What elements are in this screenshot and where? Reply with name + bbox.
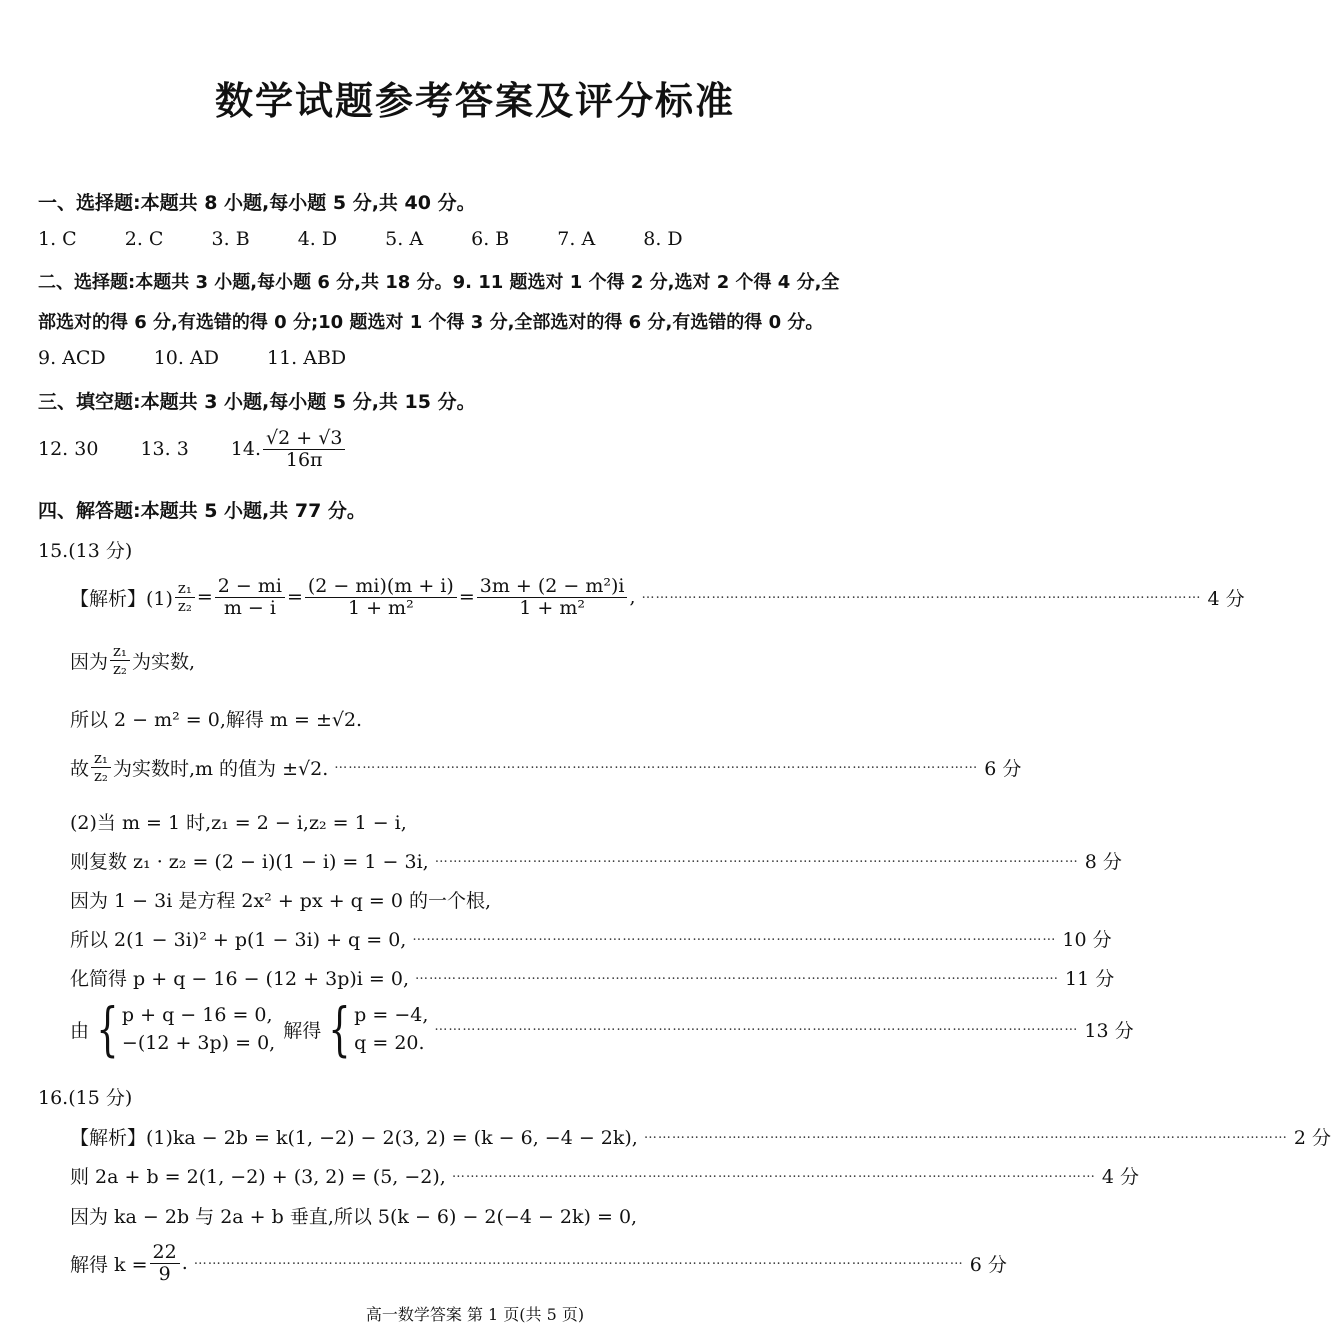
dot-leader: …………………………………………………………………………………………………………………………: [434, 1019, 1079, 1034]
q15-ratio-fraction: [91, 750, 111, 784]
text: 则 2a + b = 2(1, −2) + (3, 2) = (5, −2),: [70, 1166, 446, 1188]
equation-2: −(12 + 3p) = 0,: [121, 1032, 276, 1054]
answer-7: 7. A: [557, 228, 596, 250]
section-1-header: 一、选择题:本题共 8 小题,每小题 5 分,共 40 分。: [38, 192, 476, 214]
answer-14-numerator: √2 + √3: [263, 428, 345, 450]
score: 6 分: [969, 1253, 1007, 1276]
text: 则复数 z₁ · z₂ = (2 − i)(1 − i) = 1 − 3i,: [70, 851, 429, 873]
answer-14-fraction: [263, 428, 345, 471]
dot-leader: …………………………………………………………………………………………………………………………: [434, 850, 1079, 866]
section-4-header: 四、解答题:本题共 5 小题,共 77 分。: [38, 500, 366, 522]
text: 解得 k =: [70, 1253, 148, 1276]
answer-3: 3. B: [211, 228, 250, 250]
z2: z₂: [177, 596, 192, 615]
q15-line3: 所以 2 − m² = 0,解得 m = ±√2.: [70, 709, 363, 731]
text: 所以 2(1 − 3i)² + p(1 − 3i) + q = 0,: [70, 929, 407, 951]
fraction-numerator: 2 − mi: [215, 576, 285, 598]
k-value-fraction: [150, 1242, 180, 1285]
dot-leader: …………………………………………………………………………………………………………………………………………………: [193, 1253, 964, 1269]
dot-leader: …………………………………………………………………………………………………………………………: [451, 1165, 1096, 1181]
dot-leader: …………………………………………………………………………………………………………: [641, 587, 1202, 603]
q15-fraction-2: [215, 576, 285, 619]
q15-title: 15.(13 分): [38, 540, 133, 562]
answer-5: 5. A: [385, 228, 424, 250]
z2: z₂: [94, 766, 108, 785]
fraction-denominator: m − i: [223, 596, 276, 619]
solution-1: p = −4,: [354, 1004, 429, 1026]
q15-line9: [70, 964, 1115, 991]
score: 6 分: [984, 757, 1022, 780]
text: 为实数,: [131, 650, 195, 673]
answer-1: 1. C: [38, 228, 77, 250]
dot-leader: …………………………………………………………………………………………………………………………: [412, 928, 1057, 944]
q16-line3: 因为 ka − 2b 与 2a + b 垂直,所以 5(k − 6) − 2(−4 − 2k) = 0,: [70, 1206, 638, 1228]
page-title: 数学试题参考答案及评分标准: [214, 79, 735, 123]
score: 8 分: [1084, 851, 1122, 873]
section-3-answers: [38, 428, 913, 471]
q15-ratio-fraction: [110, 643, 130, 677]
q15-line4: [70, 749, 1022, 785]
q15-line2: [70, 643, 913, 677]
section-2-answers: [38, 347, 913, 369]
score: 13 分: [1084, 1019, 1134, 1042]
q15-line8: [70, 925, 1112, 952]
z2: z₂: [113, 659, 127, 678]
left-brace: {: [96, 995, 119, 1063]
section-3-header: 三、填空题:本题共 3 小题,每小题 5 分,共 15 分。: [38, 391, 476, 413]
fraction-numerator: 3m + (2 − m²)i: [477, 576, 628, 598]
section-1-answers: [38, 228, 913, 250]
answer-9: 9. ACD: [38, 347, 106, 369]
q15-line10: [70, 995, 1134, 1063]
q15-ratio-fraction: [175, 580, 195, 614]
q15-line7: 因为 1 − 3i 是方程 2x² + px + q = 0 的一个根,: [70, 890, 491, 912]
text: 因为: [70, 650, 109, 673]
fraction-numerator: 22: [150, 1242, 180, 1264]
q15-line1: 【解析】(1) $\frac{\text{z₁}}{\text{z₂}}$ = $\frac{2 - mi}{m - i}$ = $\frac{(2 - mi)(m + i)}{\text{1 + m²}}$ = $\frac{\text{3m + (2 − m²)i}}{\text{1 + m²}}$ , ………………………………………………………………………………………………………… 4 分: [70, 575, 1245, 619]
fraction-numerator: (2 − mi)(m + i): [305, 576, 457, 598]
q15-fraction-4: [477, 576, 628, 619]
page-footer: 高一数学答案 第 1 页(共 5 页): [365, 1305, 585, 1324]
answer-11: 11. ABD: [266, 347, 347, 369]
score: 4 分: [1207, 587, 1245, 610]
dot-leader: …………………………………………………………………………………………………………………………: [334, 757, 979, 772]
answer-13: 13. 3: [140, 438, 189, 461]
q15-l1-prefix: 【解析】(1): [70, 587, 173, 610]
score: 2 分: [1293, 1127, 1331, 1149]
fraction-denominator: 1 + m²: [347, 596, 414, 619]
text: 【解析】(1)ka − 2b = k(1, −2) − 2(3, 2) = (k − 6, −4 − 2k),: [70, 1127, 638, 1149]
answer-8: 8. D: [643, 228, 683, 250]
section-2-header-line1: 二、选择题:本题共 3 小题,每小题 6 分,共 18 分。9. 11 题选对 1 个得 2 分,选对 2 个得 4 分,全: [38, 272, 840, 293]
answer-6: 6. B: [471, 228, 510, 250]
q15-line5: (2)当 m = 1 时,z₁ = 2 − i,z₂ = 1 − i,: [70, 812, 407, 834]
text: 化简得 p + q − 16 − (12 + 3p)i = 0,: [70, 968, 409, 990]
answer-10: 10. AD: [153, 347, 219, 369]
q16-line4: [70, 1241, 1007, 1285]
q16-line1: [70, 1123, 1331, 1150]
score: 10 分: [1062, 929, 1112, 951]
answer-4: 4. D: [297, 228, 338, 250]
dot-leader: …………………………………………………………………………………………………………………………: [643, 1126, 1288, 1142]
z1: z₁: [110, 643, 130, 661]
score: 11 分: [1065, 968, 1115, 990]
z1: z₁: [175, 580, 195, 598]
equation-1: p + q − 16 = 0,: [121, 1004, 273, 1026]
text: 故: [70, 757, 90, 780]
text: .: [181, 1252, 188, 1275]
solution-system: [321, 995, 429, 1063]
system-of-equations: [89, 995, 276, 1063]
z1: z₁: [91, 750, 111, 768]
score: 4 分: [1101, 1166, 1139, 1188]
text: 为实数时,m 的值为 ±√2.: [112, 757, 329, 780]
fraction-denominator: 1 + m²: [519, 596, 585, 619]
left-brace: {: [328, 995, 351, 1063]
q15-line6: [70, 847, 1122, 874]
answer-12: 12. 30: [38, 438, 99, 461]
text: 由: [70, 1019, 90, 1042]
answer-14-label: 14.: [230, 438, 262, 461]
dot-leader: …………………………………………………………………………………………………………………………: [415, 967, 1059, 983]
text: 解得: [283, 1019, 322, 1042]
fraction-denominator: 9: [158, 1262, 171, 1285]
answer-14-denominator: 16π: [285, 448, 323, 471]
q16-line2: [70, 1162, 1139, 1189]
section-2-header-line2: 部选对的得 6 分,有选错的得 0 分;10 题选对 1 个得 3 分,全部选对的得 6 分,有选错的得 0 分。: [38, 312, 824, 333]
solution-2: q = 20.: [354, 1032, 425, 1054]
q15-fraction-3: [305, 576, 457, 619]
answer-2: 2. C: [124, 228, 164, 250]
q16-title: 16.(15 分): [38, 1087, 133, 1109]
